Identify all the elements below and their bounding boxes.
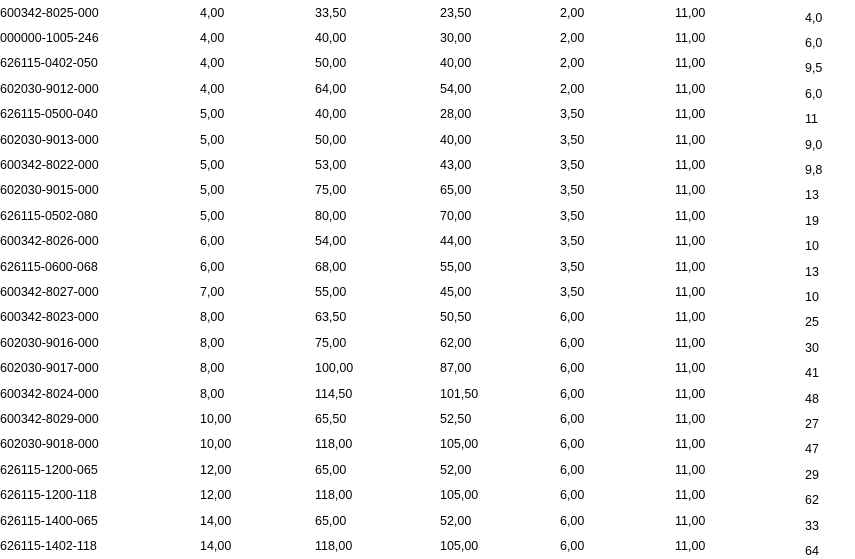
cell-value_d: 3,50	[560, 107, 585, 122]
cell-value_a: 6,00	[200, 234, 225, 249]
cell-value_c: 55,00	[440, 259, 472, 274]
cell-value_f-text: 64	[805, 543, 819, 558]
cell-value_a: 5,00	[200, 132, 225, 147]
table-row	[0, 305, 855, 330]
cell-article_number: 600342-8029-000	[0, 411, 99, 426]
cell-value_e: 11,00	[675, 386, 706, 401]
cell-value_e: 11,00	[675, 132, 706, 147]
cell-value_e: 11,00	[675, 284, 706, 299]
cell-value_a: 10,00	[200, 411, 232, 426]
cell-value_e: 11,00	[675, 462, 706, 477]
cell-article_number: 626115-0500-040	[0, 107, 98, 122]
cell-value_d: 6,00	[560, 513, 585, 528]
cell-value_c: 45,00	[440, 284, 472, 299]
cell-article_number: 600342-8026-000	[0, 234, 99, 249]
cell-value_a: 14,00	[200, 538, 232, 553]
cell-value_d: 6,00	[560, 411, 585, 426]
table-row	[0, 76, 855, 101]
cell-value_a: 14,00	[200, 513, 232, 528]
cell-article_number: 600342-8027-000	[0, 284, 99, 299]
cell-value_e: 11,00	[675, 411, 706, 426]
cell-value_e: 11,00	[675, 183, 706, 198]
cell-value_e: 11,00	[675, 158, 706, 173]
cell-article_number: 626115-0600-068	[0, 259, 98, 274]
cell-value_c: 30,00	[440, 31, 472, 46]
cell-value_f	[805, 482, 855, 507]
cell-article_number: 626115-1200-065	[0, 462, 98, 477]
cell-value_b: 64,00	[315, 81, 347, 96]
cell-value_b: 33,50	[315, 5, 347, 20]
cell-value_e: 11,00	[675, 259, 706, 274]
table-row	[0, 178, 855, 203]
cell-value_f-text: 33	[805, 518, 819, 533]
table-row	[0, 381, 855, 406]
cell-value_d: 2,00	[560, 56, 585, 71]
table-row	[0, 25, 855, 50]
cell-value_c: 52,00	[440, 513, 472, 528]
cell-article_number: 600342-8024-000	[0, 386, 99, 401]
cell-value_f-text: 9,5	[805, 61, 823, 76]
cell-value_d: 2,00	[560, 81, 585, 96]
cell-value_f	[805, 0, 855, 25]
cell-value_a: 12,00	[200, 462, 232, 477]
table-row	[0, 102, 855, 127]
cell-value_e: 11,00	[675, 310, 706, 325]
cell-value_d: 3,50	[560, 208, 585, 223]
cell-value_f	[805, 51, 855, 76]
cell-value_a: 5,00	[200, 208, 225, 223]
table-row	[0, 229, 855, 254]
cell-value_d: 3,50	[560, 259, 585, 274]
cell-value_d: 3,50	[560, 158, 585, 173]
cell-value_a: 5,00	[200, 183, 225, 198]
cell-article_number: 602030-9017-000	[0, 361, 99, 376]
cell-value_f-text: 9,8	[805, 163, 823, 178]
cell-article_number: 626115-0402-050	[0, 56, 98, 71]
cell-value_b: 118,00	[315, 488, 353, 503]
cell-value_c: 101,50	[440, 386, 479, 401]
table-row	[0, 432, 855, 457]
cell-value_f-text: 4,0	[805, 10, 823, 25]
cell-value_e: 11,00	[675, 538, 706, 553]
cell-value_f	[805, 229, 855, 254]
cell-value_c: 105,00	[440, 437, 479, 452]
cell-value_f	[805, 25, 855, 50]
cell-value_f	[805, 508, 855, 533]
table-row	[0, 254, 855, 279]
cell-value_a: 8,00	[200, 335, 225, 350]
cell-value_b: 40,00	[315, 31, 347, 46]
cell-value_c: 62,00	[440, 335, 472, 350]
cell-value_c: 28,00	[440, 107, 472, 122]
cell-value_f	[805, 355, 855, 380]
cell-value_f	[805, 432, 855, 457]
cell-value_b: 75,00	[315, 183, 347, 198]
cell-value_b: 63,50	[315, 310, 347, 325]
cell-value_f	[805, 381, 855, 406]
table-row	[0, 508, 855, 533]
cell-value_b: 40,00	[315, 107, 347, 122]
cell-value_c: 87,00	[440, 361, 472, 376]
cell-value_a: 5,00	[200, 158, 225, 173]
cell-value_e: 11,00	[675, 31, 706, 46]
cell-value_f-text: 29	[805, 467, 819, 482]
table-row	[0, 457, 855, 482]
cell-value_f	[805, 76, 855, 101]
cell-value_b: 75,00	[315, 335, 347, 350]
cell-value_b: 65,00	[315, 462, 347, 477]
cell-value_b: 100,00	[315, 361, 354, 376]
cell-article_number: 626115-1402-118	[0, 538, 97, 553]
table-row	[0, 482, 855, 507]
cell-article_number: 602030-9015-000	[0, 183, 99, 198]
cell-value_d: 2,00	[560, 31, 585, 46]
cell-value_d: 6,00	[560, 538, 585, 553]
cell-value_c: 54,00	[440, 81, 472, 96]
cell-value_e: 11,00	[675, 513, 706, 528]
cell-value_a: 8,00	[200, 361, 225, 376]
cell-value_b: 65,00	[315, 513, 347, 528]
cell-value_f-text: 27	[805, 416, 819, 431]
cell-article_number: 600342-8023-000	[0, 310, 99, 325]
cell-value_a: 4,00	[200, 31, 225, 46]
cell-value_c: 44,00	[440, 234, 472, 249]
cell-article_number: 600342-8025-000	[0, 5, 99, 20]
cell-article_number: 626115-1200-118	[0, 488, 97, 503]
cell-value_d: 6,00	[560, 488, 585, 503]
cell-value_c: 43,00	[440, 158, 472, 173]
cell-value_f-text: 9,0	[805, 137, 823, 152]
cell-value_a: 4,00	[200, 56, 225, 71]
cell-value_f-text: 11	[805, 112, 818, 127]
cell-value_f	[805, 533, 855, 558]
cell-article_number: 000000-1005-246	[0, 31, 99, 46]
cell-value_d: 3,50	[560, 284, 585, 299]
cell-value_b: 114,50	[315, 386, 353, 401]
cell-value_a: 5,00	[200, 107, 225, 122]
cell-value_d: 6,00	[560, 386, 585, 401]
cell-value_a: 10,00	[200, 437, 232, 452]
cell-value_a: 4,00	[200, 81, 225, 96]
cell-value_f-text: 19	[805, 213, 819, 228]
cell-value_f	[805, 178, 855, 203]
cell-value_e: 11,00	[675, 335, 706, 350]
cell-value_f-text: 48	[805, 391, 819, 406]
cell-value_c: 40,00	[440, 132, 472, 147]
cell-value_d: 6,00	[560, 335, 585, 350]
cell-article_number: 602030-9013-000	[0, 132, 99, 147]
table-row	[0, 279, 855, 304]
cell-value_e: 11,00	[675, 208, 706, 223]
cell-value_c: 105,00	[440, 538, 479, 553]
cell-value_f	[805, 330, 855, 355]
cell-value_f	[805, 254, 855, 279]
cell-value_c: 52,00	[440, 462, 472, 477]
cell-value_f	[805, 406, 855, 431]
cell-value_a: 7,00	[200, 284, 225, 299]
cell-value_b: 55,00	[315, 284, 347, 299]
cell-value_d: 6,00	[560, 437, 585, 452]
cell-value_f	[805, 279, 855, 304]
table-row	[0, 203, 855, 228]
table-row	[0, 533, 855, 558]
cell-value_f	[805, 203, 855, 228]
table-row	[0, 406, 855, 431]
cell-value_f	[805, 305, 855, 330]
cell-value_b: 118,00	[315, 538, 353, 553]
cell-value_e: 11,00	[675, 107, 706, 122]
table-row	[0, 127, 855, 152]
cell-value_c: 52,50	[440, 411, 472, 426]
cell-article_number: 626115-0502-080	[0, 208, 98, 223]
cell-value_b: 118,00	[315, 437, 353, 452]
cell-value_f	[805, 127, 855, 152]
cell-value_e: 11,00	[675, 81, 706, 96]
cell-value_c: 65,00	[440, 183, 472, 198]
cell-article_number: 600342-8022-000	[0, 158, 99, 173]
cell-value_a: 4,00	[200, 5, 225, 20]
cell-value_f-text: 13	[805, 188, 819, 203]
table-row	[0, 51, 855, 76]
cell-value_e: 11,00	[675, 488, 706, 503]
cell-value_e: 11,00	[675, 234, 706, 249]
cell-article_number: 602030-9016-000	[0, 335, 99, 350]
cell-value_f-text: 13	[805, 264, 819, 279]
cell-value_a: 8,00	[200, 386, 225, 401]
cell-value_c: 40,00	[440, 56, 472, 71]
table-row	[0, 0, 855, 25]
cell-value_a: 8,00	[200, 310, 225, 325]
cell-value_d: 3,50	[560, 183, 585, 198]
cell-value_e: 11,00	[675, 361, 706, 376]
cell-value_d: 3,50	[560, 234, 585, 249]
cell-value_c: 50,50	[440, 310, 472, 325]
cell-value_e: 11,00	[675, 437, 706, 452]
table-row	[0, 330, 855, 355]
cell-value_d: 6,00	[560, 310, 585, 325]
cell-value_c: 70,00	[440, 208, 472, 223]
cell-article_number: 602030-9018-000	[0, 437, 99, 452]
cell-value_b: 68,00	[315, 259, 347, 274]
cell-value_a: 6,00	[200, 259, 225, 274]
cell-value_f	[805, 102, 855, 127]
cell-value_f-text: 10	[805, 239, 819, 254]
cell-value_d: 2,00	[560, 5, 585, 20]
table-row	[0, 355, 855, 380]
cell-value_f	[805, 457, 855, 482]
cell-value_f-text: 6,0	[805, 36, 823, 51]
cell-value_a: 12,00	[200, 488, 232, 503]
cell-value_e: 11,00	[675, 56, 706, 71]
cell-value_f-text: 41	[805, 366, 819, 381]
cell-value_f-text: 47	[805, 442, 819, 457]
cell-value_f-text: 62	[805, 493, 819, 508]
cell-value_b: 50,00	[315, 56, 347, 71]
cell-value_b: 65,50	[315, 411, 347, 426]
cell-value_b: 50,00	[315, 132, 347, 147]
cell-value_c: 23,50	[440, 5, 472, 20]
cell-value_d: 6,00	[560, 462, 585, 477]
cell-value_b: 80,00	[315, 208, 347, 223]
cell-article_number: 602030-9012-000	[0, 81, 99, 96]
cell-value_d: 3,50	[560, 132, 585, 147]
cell-value_f-text: 6,0	[805, 86, 823, 101]
cell-value_e: 11,00	[675, 5, 706, 20]
cell-value_f	[805, 152, 855, 177]
cell-value_c: 105,00	[440, 488, 479, 503]
cell-value_b: 54,00	[315, 234, 347, 249]
table-row	[0, 152, 855, 177]
cell-article_number: 626115-1400-065	[0, 513, 98, 528]
cell-value_f-text: 30	[805, 340, 819, 355]
cell-value_f-text: 25	[805, 315, 819, 330]
cell-value_b: 53,00	[315, 158, 347, 173]
cell-value_f-text: 10	[805, 289, 819, 304]
cell-value_d: 6,00	[560, 361, 585, 376]
